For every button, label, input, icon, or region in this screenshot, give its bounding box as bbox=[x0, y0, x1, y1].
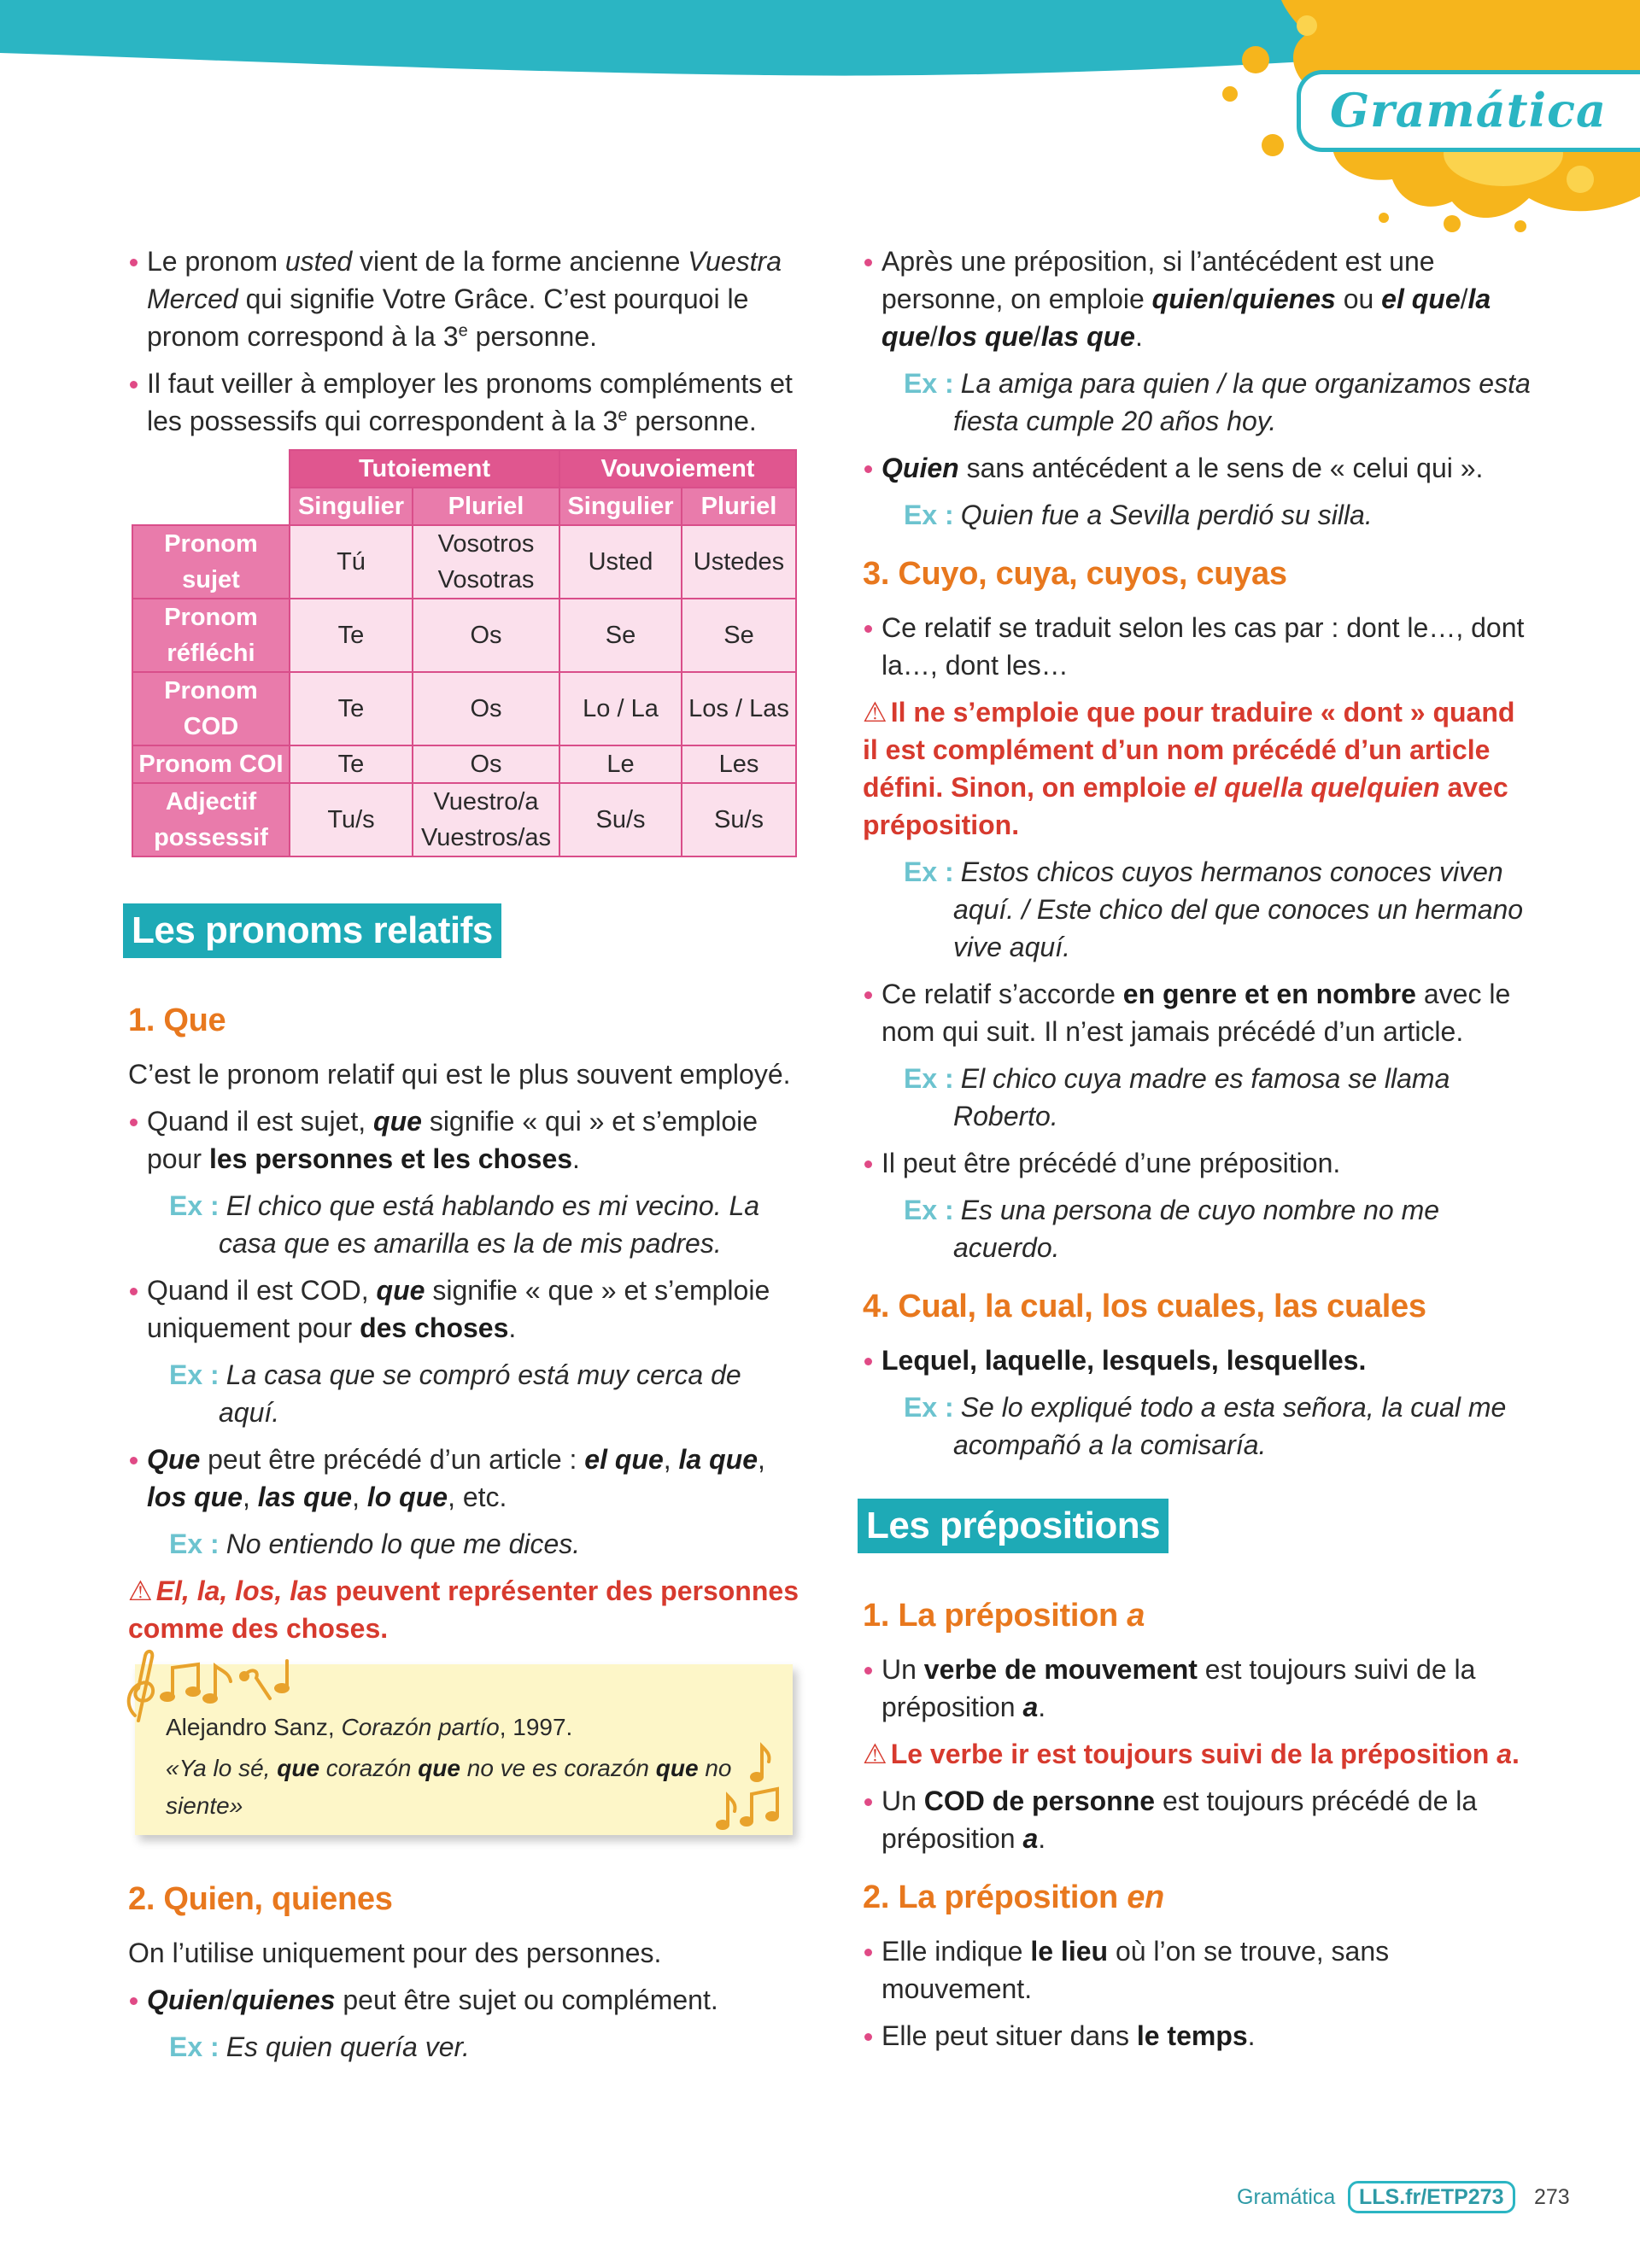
example-label: Ex : bbox=[169, 1190, 220, 1221]
prep-en-bullet-temps: Elle peut situer dans le temps. bbox=[863, 2017, 1538, 2055]
table-group-header: Tutoiement bbox=[290, 450, 559, 488]
cuyo-bullet-preposition: Il peut être précédé d’une préposition. bbox=[863, 1144, 1538, 1182]
example-label: Ex : bbox=[169, 1529, 220, 1559]
que-bullet-sujet: Quand il est sujet, que signifie « qui » et s’emploie pour les personnes et les choses. bbox=[128, 1102, 803, 1178]
warning-icon: ⚠ bbox=[128, 1575, 153, 1606]
song-quote-box bbox=[135, 1664, 793, 1835]
table-cell: Los / Las bbox=[682, 672, 796, 745]
warning-note: ⚠ Il ne s’emploie que pour traduire « dont » quand il est complément d’un nom précédé d’un article défini. Sinon, on emploie el que/la que/quien avec préposition. bbox=[863, 693, 1538, 844]
table-cell: Os bbox=[413, 745, 559, 783]
table-row-label: Pronom COD bbox=[132, 672, 290, 745]
cuyo-bullet-accord: Ce relatif s’accorde en genre et en nombre avec le nom qui suit. Il n’est jamais précédé d’un article. bbox=[863, 975, 1538, 1050]
table-group-header: Vouvoiement bbox=[559, 450, 796, 488]
example-label: Ex : bbox=[904, 856, 954, 887]
table-subheader: Singulier bbox=[559, 488, 682, 525]
page-footer bbox=[0, 2181, 1640, 2215]
table-cell: Vuestro/a Vuestros/as bbox=[413, 783, 559, 856]
table-row-label: Adjectif possessif bbox=[132, 783, 290, 856]
warning-note: ⚠ El, la, los, las peuvent représenter des personnes comme des choses. bbox=[128, 1572, 803, 1647]
example-label: Ex : bbox=[904, 368, 954, 399]
table-cell: Ustedes bbox=[682, 525, 796, 599]
pronoun-table bbox=[132, 449, 797, 857]
table-row bbox=[132, 672, 796, 745]
table-cell: Se bbox=[559, 599, 682, 672]
example: Ex : Estos chicos cuyos hermanos conoces viven aquí. / Este chico del que conoces un hermano vive aquí. bbox=[904, 856, 1524, 962]
section-tab bbox=[1297, 70, 1640, 152]
example: Ex : La amiga para quien / la que organizamos esta fiesta cumple 20 años hoy. bbox=[904, 368, 1531, 436]
table-cell: Tú bbox=[290, 525, 413, 599]
subtitle-preposition-en: 2. La préposition en bbox=[863, 1879, 1164, 1915]
table-cell: Te bbox=[290, 672, 413, 745]
music-notes-icon bbox=[120, 1647, 316, 1724]
que-bullet-article: Que peut être précédé d’un article : el que, la que, los que, las que, lo que, etc. bbox=[128, 1441, 803, 1516]
example: Ex : El chico cuya madre es famosa se llama Roberto. bbox=[904, 1063, 1450, 1131]
example: Ex : Se lo expliqué todo a esta señora, la cual me acompañó a la comisaría. bbox=[904, 1392, 1507, 1460]
footer-section-label: Gramática bbox=[1237, 2185, 1336, 2209]
table-row bbox=[132, 745, 796, 783]
table-cell: Vosotros Vosotras bbox=[413, 525, 559, 599]
table-cell: Tu/s bbox=[290, 783, 413, 856]
example: Ex : La casa que se compró está muy cerca de aquí. bbox=[169, 1359, 741, 1428]
prep-a-bullet-mouvement: Un verbe de mouvement est toujours suivi de la préposition a. bbox=[863, 1651, 1538, 1726]
warning-icon: ⚠ bbox=[863, 697, 887, 728]
table-cell: Lo / La bbox=[559, 672, 682, 745]
quien-bullet-role: Quien/quienes peut être sujet ou complément. bbox=[128, 1981, 803, 2019]
example-label: Ex : bbox=[169, 1359, 220, 1390]
table-cell: Le bbox=[559, 745, 682, 783]
subtitle-preposition-a: 1. La préposition a bbox=[863, 1598, 1145, 1634]
quien-intro: On l’utilise uniquement pour des personnes. bbox=[128, 1938, 662, 1968]
table-row bbox=[132, 599, 796, 672]
example: Ex : No entiendo lo que me dices. bbox=[169, 1529, 581, 1559]
table-cell: Se bbox=[682, 599, 796, 672]
section-label: Gramática bbox=[1330, 83, 1608, 137]
table-subheader: Pluriel bbox=[682, 488, 796, 525]
quien-bullet-celui-qui: Quien sans antécédent a le sens de « celui qui ». bbox=[863, 449, 1538, 487]
table-subheader: Singulier bbox=[290, 488, 413, 525]
example: Ex : Es quien quería ver. bbox=[169, 2031, 470, 2062]
section-title-prepositions: Les prépositions bbox=[858, 1499, 1168, 1553]
table-cell: Os bbox=[413, 599, 559, 672]
example-label: Ex : bbox=[904, 1063, 954, 1094]
table-row-label: Pronom COI bbox=[132, 745, 290, 783]
warning-icon: ⚠ bbox=[863, 1739, 887, 1769]
table-row bbox=[132, 783, 796, 856]
quien-bullet-preposition: Après une préposition, si l’antécédent est une personne, on emploie quien/quienes ou el que/la que/los que/las que. bbox=[863, 243, 1538, 355]
example-label: Ex : bbox=[169, 2031, 220, 2062]
subtitle-cuyo: 3. Cuyo, cuya, cuyos, cuyas bbox=[863, 556, 1287, 592]
table-cell: Su/s bbox=[559, 783, 682, 856]
que-bullet-cod: Quand il est COD, que signifie « que » et s’emploie uniquement pour des choses. bbox=[128, 1271, 803, 1347]
example-label: Ex : bbox=[904, 1392, 954, 1423]
left-column bbox=[128, 239, 803, 2075]
example-label: Ex : bbox=[904, 500, 954, 530]
example: Ex : El chico que está hablando es mi vecino. La casa que es amarilla es la de mis padres. bbox=[169, 1190, 760, 1259]
table-cell: Su/s bbox=[682, 783, 796, 856]
example: Ex : Es una persona de cuyo nombre no me acuerdo. bbox=[904, 1195, 1440, 1263]
intro-bullet-usted: Le pronom usted vient de la forme ancienne Vuestra Merced qui signifie Votre Grâce. C’est pourquoi le pronom correspond à la 3e personne. bbox=[128, 243, 803, 355]
table-cell: Les bbox=[682, 745, 796, 783]
song-lyrics: «Ya lo sé, que corazón que no ve es corazón que no siente» bbox=[166, 1755, 732, 1819]
music-notes-icon bbox=[712, 1741, 789, 1835]
subtitle-quien: 2. Quien, quienes bbox=[128, 1881, 393, 1917]
table-cell: Os bbox=[413, 672, 559, 745]
prep-a-bullet-cod: Un COD de personne est toujours précédé de la préposition a. bbox=[863, 1782, 1538, 1857]
table-cell: Te bbox=[290, 745, 413, 783]
cual-bullet-lequel: Lequel, laquelle, lesquels, lesquelles. bbox=[863, 1342, 1538, 1379]
subtitle-que: 1. Que bbox=[128, 1002, 226, 1038]
table-row bbox=[132, 525, 796, 599]
example-label: Ex : bbox=[904, 1195, 954, 1225]
subtitle-cual: 4. Cual, la cual, los cuales, las cuales bbox=[863, 1289, 1426, 1324]
que-intro: C’est le pronom relatif qui est le plus souvent employé. bbox=[128, 1059, 791, 1090]
footer-link[interactable]: LLS.fr/ETP273 bbox=[1348, 2181, 1515, 2213]
cuyo-bullet-traduction: Ce relatif se traduit selon les cas par : dont le…, dont la…, dont les… bbox=[863, 609, 1538, 684]
table-row-label: Pronom sujet bbox=[132, 525, 290, 599]
example: Ex : Quien fue a Sevilla perdió su silla. bbox=[904, 500, 1373, 530]
intro-bullet-complements: Il faut veiller à employer les pronoms compléments et les possessifs qui correspondent à la 3e personne. bbox=[128, 365, 803, 440]
table-subheader: Pluriel bbox=[413, 488, 559, 525]
table-row-label: Pronom réfléchi bbox=[132, 599, 290, 672]
section-title-relatifs: Les pronoms relatifs bbox=[123, 903, 501, 958]
table-cell: Te bbox=[290, 599, 413, 672]
song-credit: Alejandro Sanz, Corazón partío, 1997. bbox=[166, 1714, 573, 1740]
page-header bbox=[0, 0, 1640, 239]
warning-note: ⚠ Le verbe ir est toujours suivi de la préposition a. bbox=[863, 1735, 1538, 1773]
right-column bbox=[863, 239, 1538, 2064]
table-cell: Usted bbox=[559, 525, 682, 599]
page-number: 273 bbox=[1534, 2185, 1570, 2209]
prep-en-bullet-lieu: Elle indique le lieu où l’on se trouve, sans mouvement. bbox=[863, 1932, 1538, 2008]
